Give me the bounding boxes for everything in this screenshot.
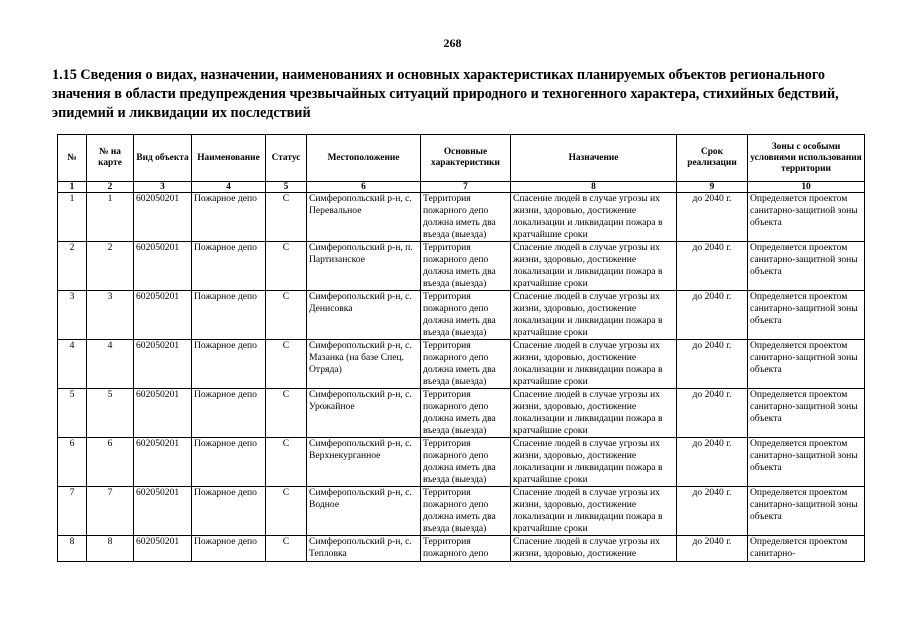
- cell-map-no: 3: [87, 291, 134, 340]
- cell-characteristics: Территория пожарного депо должна иметь два въезда (выезда): [421, 487, 511, 536]
- cell-type: 602050201: [134, 242, 192, 291]
- cell-type: 602050201: [134, 438, 192, 487]
- cell-zones: Определяется проектом санитарно-защитной зоны объекта: [748, 389, 865, 438]
- cell-location: Симферопольский р-н, с. Денисовка: [307, 291, 421, 340]
- cell-term: до 2040 г.: [677, 389, 748, 438]
- cell-no: 8: [58, 536, 87, 562]
- cell-purpose: Спасение людей в случае угрозы их жизни, здоровью, достижение локализации и ликвидации пожара в кратчайшие сроки: [511, 389, 677, 438]
- column-number-row: [58, 182, 865, 193]
- cell-map-no: 7: [87, 487, 134, 536]
- header-cell-term: Срок реализации: [677, 135, 748, 182]
- cell-characteristics: Территория пожарного депо: [421, 536, 511, 562]
- cell-zones: Определяется проектом санитарно-защитной зоны объекта: [748, 193, 865, 242]
- cell-map-no: 2: [87, 242, 134, 291]
- cell-status: С: [266, 242, 307, 291]
- section-title: 1.15 Сведения о видах, назначении, наименованиях и основных характеристиках планируемых объектов регионального значения в области предупреждения чрезвычайных ситуаций природного и техногенного характера, стихийных бедствий, эпидемий и ликвидации их последствий: [52, 67, 839, 121]
- table-row: [58, 438, 865, 487]
- cell-type: 602050201: [134, 340, 192, 389]
- cell-name: Пожарное депо: [192, 193, 266, 242]
- cell-status: С: [266, 487, 307, 536]
- cell-name: Пожарное депо: [192, 389, 266, 438]
- cell-no: 5: [58, 389, 87, 438]
- cell-characteristics: Территория пожарного депо должна иметь два въезда (выезда): [421, 193, 511, 242]
- cell-status: С: [266, 389, 307, 438]
- objects-table: [57, 134, 865, 562]
- cell-location: Симферопольский р-н, с. Перевальное: [307, 193, 421, 242]
- table-row: [58, 291, 865, 340]
- cell-status: С: [266, 536, 307, 562]
- cell-no: 7: [58, 487, 87, 536]
- header-cell-type: Вид объекта: [134, 135, 192, 182]
- column-number: 6: [307, 182, 421, 193]
- cell-type: 602050201: [134, 487, 192, 536]
- table-row: [58, 536, 865, 562]
- cell-characteristics: Территория пожарного депо должна иметь два въезда (выезда): [421, 340, 511, 389]
- table-row: [58, 340, 865, 389]
- cell-zones: Определяется проектом санитарно-защитной зоны объекта: [748, 340, 865, 389]
- page-number: 268: [443, 36, 462, 50]
- cell-status: С: [266, 291, 307, 340]
- column-number: 5: [266, 182, 307, 193]
- cell-location: Симферопольский р-н, с. Тепловка: [307, 536, 421, 562]
- column-number: 3: [134, 182, 192, 193]
- table-row: [58, 389, 865, 438]
- cell-type: 602050201: [134, 291, 192, 340]
- column-number: 7: [421, 182, 511, 193]
- cell-characteristics: Территория пожарного депо должна иметь два въезда (выезда): [421, 389, 511, 438]
- cell-purpose: Спасение людей в случае угрозы их жизни, здоровью, достижение: [511, 536, 677, 562]
- cell-zones: Определяется проектом санитарно-защитной зоны объекта: [748, 438, 865, 487]
- cell-no: 4: [58, 340, 87, 389]
- column-number: 1: [58, 182, 87, 193]
- table-header-row: [58, 135, 865, 182]
- cell-map-no: 4: [87, 340, 134, 389]
- column-number: 9: [677, 182, 748, 193]
- header-cell-name: Наименование: [192, 135, 266, 182]
- cell-map-no: 6: [87, 438, 134, 487]
- table-row: [58, 487, 865, 536]
- header-cell-zones: Зоны с особыми условиями использования территории: [748, 135, 865, 182]
- cell-zones: Определяется проектом санитарно-: [748, 536, 865, 562]
- cell-term: до 2040 г.: [677, 487, 748, 536]
- cell-type: 602050201: [134, 389, 192, 438]
- cell-name: Пожарное депо: [192, 487, 266, 536]
- header-cell-map-no: № на карте: [87, 135, 134, 182]
- cell-location: Симферопольский р-н, п. Партизанское: [307, 242, 421, 291]
- cell-characteristics: Территория пожарного депо должна иметь два въезда (выезда): [421, 242, 511, 291]
- cell-term: до 2040 г.: [677, 438, 748, 487]
- cell-term: до 2040 г.: [677, 193, 748, 242]
- cell-name: Пожарное депо: [192, 242, 266, 291]
- cell-term: до 2040 г.: [677, 536, 748, 562]
- column-number: 8: [511, 182, 677, 193]
- cell-name: Пожарное депо: [192, 438, 266, 487]
- column-number: 2: [87, 182, 134, 193]
- header-cell-location: Местоположение: [307, 135, 421, 182]
- table-row: [58, 242, 865, 291]
- cell-zones: Определяется проектом санитарно-защитной зоны объекта: [748, 291, 865, 340]
- cell-map-no: 1: [87, 193, 134, 242]
- cell-location: Симферопольский р-н, с. Мазанка (на базе Спец. Отряда): [307, 340, 421, 389]
- cell-purpose: Спасение людей в случае угрозы их жизни, здоровью, достижение локализации и ликвидации пожара в кратчайшие сроки: [511, 340, 677, 389]
- cell-term: до 2040 г.: [677, 291, 748, 340]
- cell-map-no: 5: [87, 389, 134, 438]
- cell-location: Симферопольский р-н, с. Урожайное: [307, 389, 421, 438]
- header-cell-status: Статус: [266, 135, 307, 182]
- cell-status: С: [266, 340, 307, 389]
- cell-no: 6: [58, 438, 87, 487]
- cell-zones: Определяется проектом санитарно-защитной зоны объекта: [748, 487, 865, 536]
- cell-map-no: 8: [87, 536, 134, 562]
- cell-no: 1: [58, 193, 87, 242]
- cell-status: С: [266, 438, 307, 487]
- cell-characteristics: Территория пожарного депо должна иметь два въезда (выезда): [421, 438, 511, 487]
- column-number: 4: [192, 182, 266, 193]
- cell-characteristics: Территория пожарного депо должна иметь два въезда (выезда): [421, 291, 511, 340]
- cell-term: до 2040 г.: [677, 340, 748, 389]
- header-cell-characteristics: Основные характеристики: [421, 135, 511, 182]
- cell-type: 602050201: [134, 193, 192, 242]
- cell-location: Симферопольский р-н, с. Верхнекурганное: [307, 438, 421, 487]
- cell-name: Пожарное депо: [192, 291, 266, 340]
- cell-term: до 2040 г.: [677, 242, 748, 291]
- cell-purpose: Спасение людей в случае угрозы их жизни, здоровью, достижение локализации и ликвидации пожара в кратчайшие сроки: [511, 487, 677, 536]
- cell-type: 602050201: [134, 536, 192, 562]
- cell-purpose: Спасение людей в случае угрозы их жизни, здоровью, достижение локализации и ликвидации пожара в кратчайшие сроки: [511, 438, 677, 487]
- header-cell-no: №: [58, 135, 87, 182]
- cell-no: 3: [58, 291, 87, 340]
- cell-name: Пожарное депо: [192, 536, 266, 562]
- cell-purpose: Спасение людей в случае угрозы их жизни, здоровью, достижение локализации и ликвидации пожара в кратчайшие сроки: [511, 193, 677, 242]
- cell-status: С: [266, 193, 307, 242]
- cell-zones: Определяется проектом санитарно-защитной зоны объекта: [748, 242, 865, 291]
- cell-purpose: Спасение людей в случае угрозы их жизни, здоровью, достижение локализации и ликвидации пожара в кратчайшие сроки: [511, 242, 677, 291]
- cell-name: Пожарное депо: [192, 340, 266, 389]
- cell-no: 2: [58, 242, 87, 291]
- cell-location: Симферопольский р-н, с. Водное: [307, 487, 421, 536]
- column-number: 10: [748, 182, 865, 193]
- table-row: [58, 193, 865, 242]
- header-cell-purpose: Назначение: [511, 135, 677, 182]
- cell-purpose: Спасение людей в случае угрозы их жизни, здоровью, достижение локализации и ликвидации пожара в кратчайшие сроки: [511, 291, 677, 340]
